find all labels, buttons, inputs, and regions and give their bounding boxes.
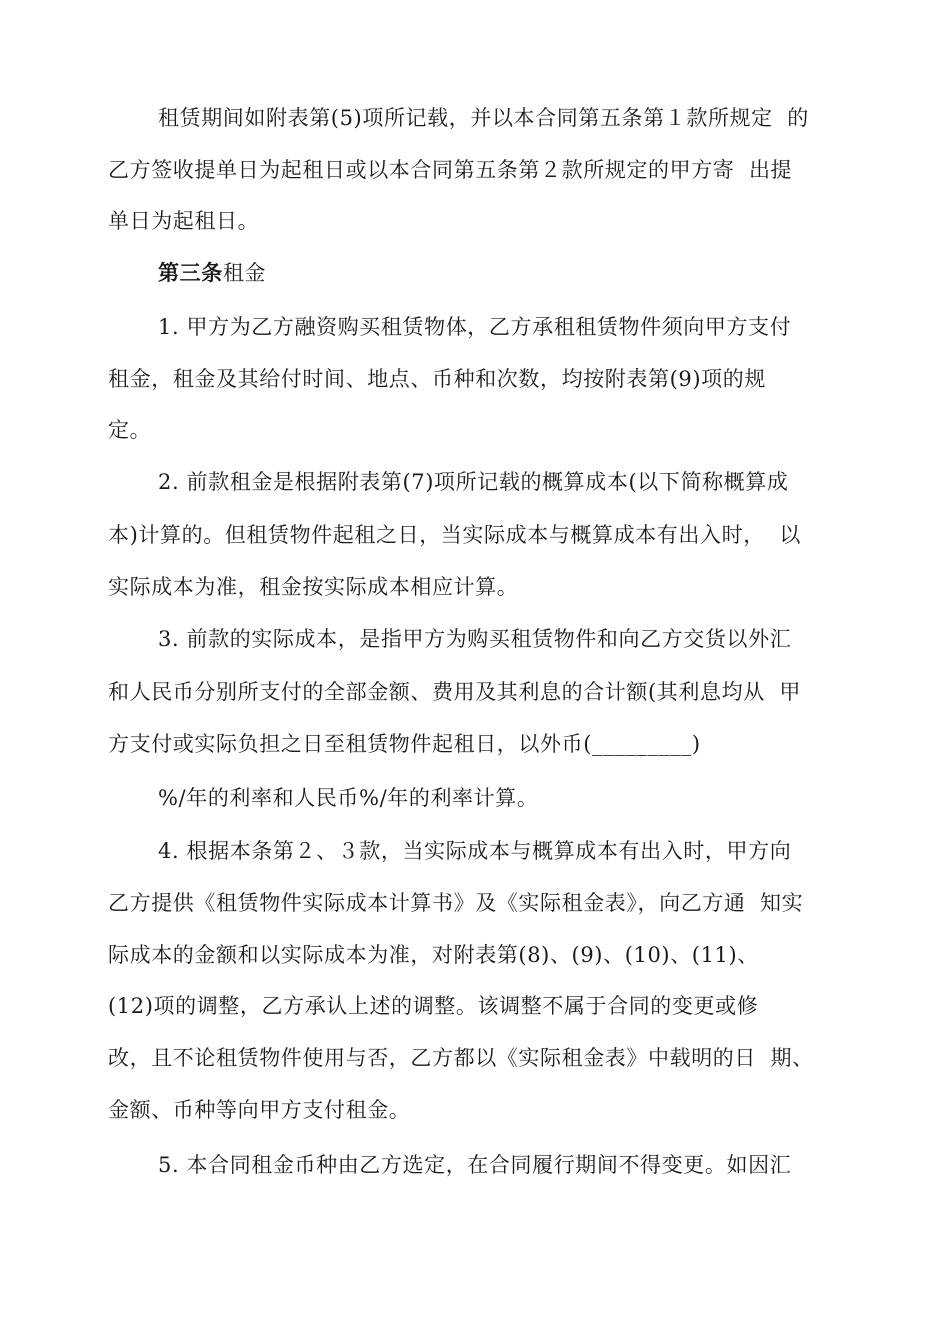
paragraph-line: 租赁期间如附表第(5)项所记载，并以本合同第五条第１款所规定 的 — [158, 106, 809, 130]
paragraph-line: (12)项的调整，乙方承认上述的调整。该调整不属于合同的变更或修 — [108, 994, 759, 1018]
paragraph-line: 和人民币分别所支付的全部金额、费用及其利息的合计额(其利息均从 甲 — [108, 680, 801, 704]
paragraph-line: 乙方提供《租赁物件实际成本计算书》及《实际租金表》，向乙方通 知实 — [108, 891, 804, 915]
paragraph-line: 金额、币种等向甲方支付租金。 — [108, 1098, 411, 1122]
paragraph-line: 5. 本合同租金币种由乙方选定，在合同履行期间不得变更。如因汇 — [158, 1153, 792, 1177]
paragraph-line: 单日为起租日。 — [108, 209, 260, 233]
paragraph-line: 改，且不论租赁物件使用与否，乙方都以《实际租金表》中载明的日 期、 — [108, 1046, 814, 1070]
paragraph-line: 本)计算的。但租赁物件起租之日，当实际成本与概算成本有出入时， 以 — [108, 523, 801, 547]
paragraph-line: 际成本的金额和以实际成本为准，对附表第(8)、(9)、(10)、(11)、 — [108, 943, 759, 967]
paragraph-line: 定。 — [108, 418, 152, 442]
paragraph-line: 方支付或实际负担之日至租赁物件起租日，以外币(_________) — [108, 732, 701, 756]
paragraph-line: 2. 前款租金是根据附表第(7)项所记载的概算成本(以下简称概算成 — [158, 470, 789, 494]
paragraph-line: %/年的利率和人民币%/年的利率计算。 — [158, 786, 539, 810]
paragraph-line: 3. 前款的实际成本，是指甲方为购买租赁物件和向乙方交货以外汇 — [158, 627, 792, 651]
paragraph-line: 租金，租金及其给付时间、地点、币种和次数，均按附表第(9)项的规 — [108, 367, 766, 391]
paragraph-line: 1. 甲方为乙方融资购买租赁物体，乙方承租租赁物件须向甲方支付 — [158, 315, 792, 339]
article-title: 租金 — [222, 261, 267, 285]
paragraph-line: 4. 根据本条第２、３款，当实际成本与概算成本有出入时，甲方向 — [158, 839, 792, 863]
paragraph-line: 实际成本为准，租金按实际成本相应计算。 — [108, 575, 519, 599]
paragraph-line: 乙方签收提单日为起租日或以本合同第五条第２款所规定的甲方寄 出提 — [108, 158, 793, 182]
article-number: 第三条 — [158, 260, 223, 285]
article-heading — [158, 258, 944, 288]
